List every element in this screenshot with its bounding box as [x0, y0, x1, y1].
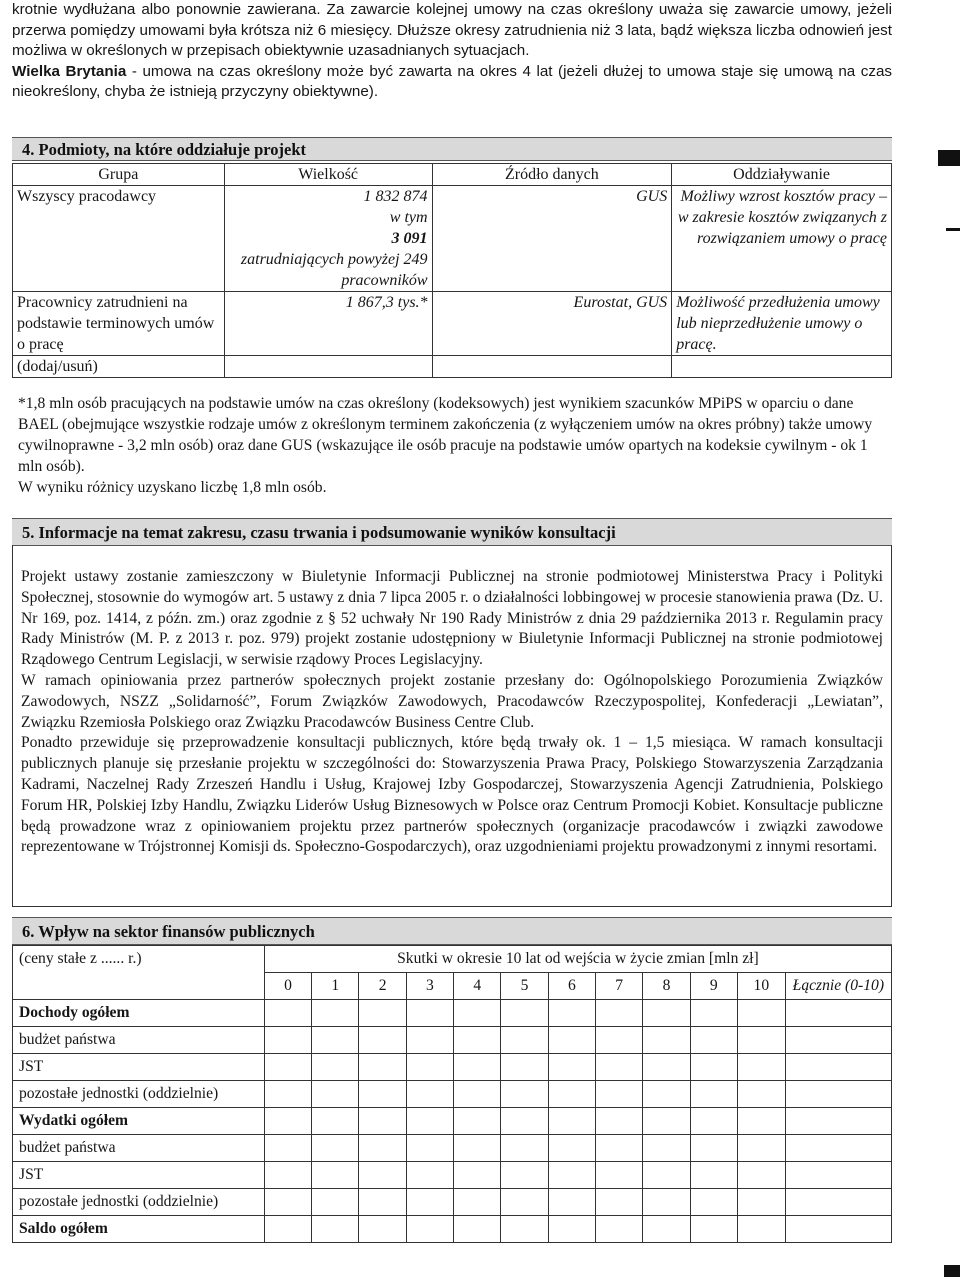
value-cell[interactable] — [501, 1054, 548, 1081]
value-cell[interactable] — [548, 1108, 595, 1135]
value-cell[interactable] — [264, 1216, 311, 1243]
value-cell[interactable] — [643, 1216, 690, 1243]
value-cell[interactable] — [454, 1135, 501, 1162]
value-cell[interactable] — [643, 1189, 690, 1216]
value-cell[interactable] — [359, 1162, 406, 1189]
value-cell[interactable] — [359, 1108, 406, 1135]
value-cell[interactable] — [548, 1054, 595, 1081]
value-cell[interactable] — [264, 1000, 311, 1027]
section-5-heading: 5. Informacje na temat zakresu, czasu trwania i podsumowanie wyników konsultacji — [12, 518, 892, 546]
value-cell[interactable] — [690, 1216, 737, 1243]
value-cell[interactable] — [690, 1108, 737, 1135]
value-cell[interactable] — [690, 1054, 737, 1081]
col-header-group: Grupa — [13, 164, 225, 186]
col-header-impact: Oddziaływanie — [672, 164, 892, 186]
value-cell[interactable] — [596, 1135, 643, 1162]
cell-size — [224, 356, 432, 378]
value-cell[interactable] — [643, 1081, 690, 1108]
value-cell[interactable] — [359, 1027, 406, 1054]
value-cell[interactable] — [643, 1162, 690, 1189]
value-cell[interactable] — [785, 1135, 891, 1162]
value-cell[interactable] — [548, 1081, 595, 1108]
cell-size: 1 832 874 w tym 3 091 zatrudniających powyżej 249 pracowników — [224, 186, 432, 292]
table-row — [13, 1000, 892, 1027]
cell-group: Pracownicy zatrudnieni na podstawie terminowych umów o pracę — [13, 292, 225, 356]
paragraph-slovakia: krotnie wydłużana albo ponownie zawierana. Za zawarcie kolejnej umowy na czas określony uważa się zawarcie umowy, jeżeli przerwa pomiędzy umowami była krótsza niż 6 miesięcy. Dłuższe okresy zatrudnienia niż 3 lata, bądź większa liczba odnowień jest możliwa w określonych w przepisach obiektywnie uzasadnianych sytuacjach. — [12, 1, 892, 60]
value-cell[interactable] — [596, 1081, 643, 1108]
value-cell[interactable] — [406, 1108, 453, 1135]
value-cell[interactable] — [501, 1216, 548, 1243]
value-cell[interactable] — [454, 1081, 501, 1108]
value-cell[interactable] — [312, 1108, 359, 1135]
value-cell[interactable] — [264, 1135, 311, 1162]
value-cell[interactable] — [737, 1135, 785, 1162]
value-cell[interactable] — [643, 1027, 690, 1054]
value-cell[interactable] — [785, 1189, 891, 1216]
value-cell[interactable] — [501, 1108, 548, 1135]
value-cell[interactable] — [643, 1054, 690, 1081]
table-row — [13, 1054, 892, 1081]
value-cell[interactable] — [501, 1162, 548, 1189]
value-cell[interactable] — [501, 1000, 548, 1027]
value-cell[interactable] — [312, 1081, 359, 1108]
value-cell[interactable] — [737, 1054, 785, 1081]
value-cell[interactable] — [264, 1108, 311, 1135]
row-label: Wydatki ogółem — [13, 1108, 265, 1135]
value-cell[interactable] — [359, 1081, 406, 1108]
row-label: JST — [13, 1054, 265, 1081]
consultation-box — [12, 545, 892, 907]
col-header-size: Wielkość — [224, 164, 432, 186]
value-cell[interactable] — [359, 1135, 406, 1162]
value-cell[interactable] — [785, 1216, 891, 1243]
value-cell[interactable] — [548, 1135, 595, 1162]
value-cell[interactable] — [264, 1162, 311, 1189]
row-label: pozostałe jednostki (oddzielnie) — [13, 1189, 265, 1216]
scan-mark — [946, 228, 960, 231]
value-cell[interactable] — [359, 1189, 406, 1216]
value-cell[interactable] — [359, 1000, 406, 1027]
value-cell[interactable] — [737, 1027, 785, 1054]
value-cell[interactable] — [690, 1189, 737, 1216]
value-cell[interactable] — [312, 1135, 359, 1162]
value-cell[interactable] — [501, 1189, 548, 1216]
value-cell[interactable] — [596, 1162, 643, 1189]
value-cell[interactable] — [643, 1000, 690, 1027]
value-cell[interactable] — [596, 1054, 643, 1081]
consultation-text: Projekt ustawy zostanie zamieszczony w Biuletynie Informacji Publicznej na stronie podmiotowej Ministerstwa Pracy i Polityki Społecznej, stosownie do wymogów art. 5 ustawy z dnia 7 lipca 2005 r. o działalności lobbingowej w procesie stanowienia prawa (Dz. U. Nr 169, poz. 1414, z późn. zm.) oraz zgodnie z § 52 uchwały Nr 190 Rady Ministrów z dnia 29 października 2013 r. Regulamin pracy Rady Ministrów (M. P. z 2013 r. poz. 979) projekt zostanie udostępniony w Biuletynie Informacji Publicznej na stronie podmiotowej Rządowego Centrum Legislacji, w serwisie rządowy Proces Legislacyjny. W ramach opiniowania przez partnerów społecznych projekt zostanie przesłany do: Ogólnopolskiego Porozumienia Związków Zawodowych, NSZZ „Solidarność”, Forum Związków Zawodowych, Pracodawców Rzeczypospolitej, Konfederacji „Lewiatan”, Związku Rzemiosła Polskiego oraz Związku Pracodawców Business Centre Club. Ponadto przewiduje się przeprowadzenie konsultacji publicznych, które będą trwały ok. 1 – 1,5 miesiąca. W ramach konsultacji publicznych planuje się przesłanie projektu w szczególności do: Stowarzyszenia Prawa Pracy, Polskiego Stowarzyszenia Zarządzania Kadrami, Naczelnej Rady Zrzeszeń Handlu i Usług, Krajowej Izby Gospodarczej, Stowarzyszenia Agencji Zatrudnienia, Polskiego Forum HR, Polskiej Izby Handlu, Związku Liderów Usług Biznesowych w Polsce oraz Centrum Promocji Kobiet. Konsultacje publiczne będą prowadzone wraz z opiniowaniem projektu przez partnerów społecznych (organizacje pracodawców i związki zawodowe reprezentowane w Trójstronnej Komisji ds. Społeczno-Gospodarczych), oraz uzgodnieniami projektu prowadzonymi z innymi resortami. — [21, 568, 883, 856]
row-label: budżet państwa — [13, 1027, 265, 1054]
total-header: Łącznie (0-10) — [785, 973, 891, 1000]
row-label: Saldo ogółem — [13, 1216, 265, 1243]
cell-impact — [672, 356, 892, 378]
value-cell[interactable] — [548, 1216, 595, 1243]
value-cell[interactable] — [454, 1162, 501, 1189]
country-uk: Wielka Brytania — [12, 62, 127, 80]
subjects-table — [12, 163, 892, 378]
value-cell[interactable] — [548, 1000, 595, 1027]
scan-mark — [944, 1265, 960, 1277]
row-label: budżet państwa — [13, 1135, 265, 1162]
value-cell[interactable] — [501, 1135, 548, 1162]
value-cell[interactable] — [690, 1000, 737, 1027]
value-cell[interactable] — [785, 1081, 891, 1108]
value-cell[interactable] — [264, 1189, 311, 1216]
value-cell[interactable] — [596, 1000, 643, 1027]
value-cell[interactable] — [548, 1189, 595, 1216]
value-cell[interactable] — [359, 1216, 406, 1243]
table-row — [13, 1135, 892, 1162]
value-cell[interactable] — [690, 1135, 737, 1162]
value-cell[interactable] — [785, 1027, 891, 1054]
value-cell[interactable] — [406, 1189, 453, 1216]
value-cell[interactable] — [312, 1162, 359, 1189]
table-row — [13, 1216, 892, 1243]
cell-source: Eurostat, GUS — [432, 292, 672, 356]
value-cell[interactable] — [596, 1027, 643, 1054]
value-cell[interactable] — [737, 1216, 785, 1243]
value-cell[interactable] — [643, 1135, 690, 1162]
value-cell[interactable] — [737, 1162, 785, 1189]
value-cell[interactable] — [548, 1162, 595, 1189]
cell-source — [432, 356, 672, 378]
value-cell[interactable] — [454, 1216, 501, 1243]
value-cell[interactable] — [690, 1027, 737, 1054]
value-cell[interactable] — [312, 1189, 359, 1216]
value-cell[interactable] — [785, 1054, 891, 1081]
table-row — [13, 1081, 892, 1108]
value-cell[interactable] — [454, 1108, 501, 1135]
value-cell[interactable] — [454, 1054, 501, 1081]
value-cell[interactable] — [406, 1027, 453, 1054]
value-cell[interactable] — [548, 1027, 595, 1054]
prices-label: (ceny stałe z ...... r.) — [13, 946, 265, 1000]
cell-impact: Możliwy wzrost kosztów pracy – w zakresie kosztów związanych z rozwiązaniem umowy o pracę — [672, 186, 892, 292]
table-row — [13, 186, 892, 292]
value-cell[interactable] — [501, 1081, 548, 1108]
table-row — [13, 356, 892, 378]
table-row — [13, 1189, 892, 1216]
row-label: pozostałe jednostki (oddzielnie) — [13, 1081, 265, 1108]
cell-size: 1 867,3 tys.* — [224, 292, 432, 356]
value-cell[interactable] — [737, 1000, 785, 1027]
intro-text — [12, 0, 892, 103]
value-cell[interactable] — [312, 1000, 359, 1027]
section-6-heading: 6. Wpływ na sektor finansów publicznych — [12, 917, 892, 945]
value-cell[interactable] — [454, 1189, 501, 1216]
value-cell[interactable] — [264, 1081, 311, 1108]
paragraph-uk: Wielka Brytania - umowa na czas określony może być zawarta na okres 4 lat (jeżeli dłużej to umowa staje się umową na czas nieokreślony, chyba że istnieją przyczyny obiektywne). — [12, 62, 892, 101]
value-cell[interactable] — [406, 1054, 453, 1081]
col-header-source: Źródło danych — [432, 164, 672, 186]
cell-group: Wszyscy pracodawcy — [13, 186, 225, 292]
value-cell[interactable] — [359, 1054, 406, 1081]
value-cell[interactable] — [690, 1081, 737, 1108]
value-cell[interactable] — [737, 1189, 785, 1216]
table-row — [13, 292, 892, 356]
footnote: *1,8 mln osób pracujących na podstawie umów na czas określony (kodeksowych) jest wynikiem szacunków MPiPS w oparciu o dane BAEL (obejmujące wszystkie rodzaje umów z określonym terminem zakończenia (z wyłączeniem umów na okres próbny) także umowy cywilnoprawne - 3,2 mln osób) oraz dane GUS (wskazujące ile osób pracuje na podstawie umów opartych na kodeksie cywilnym - ok 1 mln osób). W wyniku różnicy uzyskano liczbę 1,8 mln osób. — [18, 395, 873, 496]
table-row — [13, 1108, 892, 1135]
value-cell[interactable] — [596, 1189, 643, 1216]
value-cell[interactable] — [454, 1000, 501, 1027]
effects-label: Skutki w okresie 10 lat od wejścia w życie zmian [mln zł] — [264, 946, 891, 973]
value-cell[interactable] — [785, 1162, 891, 1189]
value-cell[interactable] — [312, 1027, 359, 1054]
value-cell[interactable] — [737, 1108, 785, 1135]
years-row: 0 1 2 3 4 5 6 7 8 9 10 Łącznie (0-10) — [13, 973, 892, 1000]
value-cell[interactable] — [406, 1162, 453, 1189]
value-cell[interactable] — [406, 1081, 453, 1108]
row-label: JST — [13, 1162, 265, 1189]
section-4-heading: 4. Podmioty, na które oddziałuje projekt — [12, 137, 892, 161]
row-label: Dochody ogółem — [13, 1000, 265, 1027]
value-cell[interactable] — [406, 1000, 453, 1027]
value-cell[interactable] — [454, 1027, 501, 1054]
cell-source: GUS — [432, 186, 672, 292]
value-cell[interactable] — [785, 1108, 891, 1135]
table-header-row — [13, 164, 892, 186]
value-cell[interactable] — [737, 1081, 785, 1108]
scan-mark — [938, 150, 960, 166]
cell-group[interactable]: (dodaj/usuń) — [13, 356, 225, 378]
value-cell[interactable] — [596, 1216, 643, 1243]
value-cell[interactable] — [264, 1054, 311, 1081]
table-row — [13, 1027, 892, 1054]
finance-table — [12, 945, 892, 1243]
table-header-row — [13, 946, 892, 973]
value-cell[interactable] — [596, 1108, 643, 1135]
value-cell[interactable] — [501, 1027, 548, 1054]
value-cell[interactable] — [643, 1108, 690, 1135]
value-cell[interactable] — [690, 1162, 737, 1189]
value-cell[interactable] — [785, 1000, 891, 1027]
table-row — [13, 1162, 892, 1189]
value-cell[interactable] — [312, 1216, 359, 1243]
cell-impact: Możliwość przedłużenia umowy lub nieprzedłużenie umowy o pracę. — [672, 292, 892, 356]
value-cell[interactable] — [264, 1027, 311, 1054]
value-cell[interactable] — [406, 1135, 453, 1162]
value-cell[interactable] — [312, 1054, 359, 1081]
value-cell[interactable] — [406, 1216, 453, 1243]
